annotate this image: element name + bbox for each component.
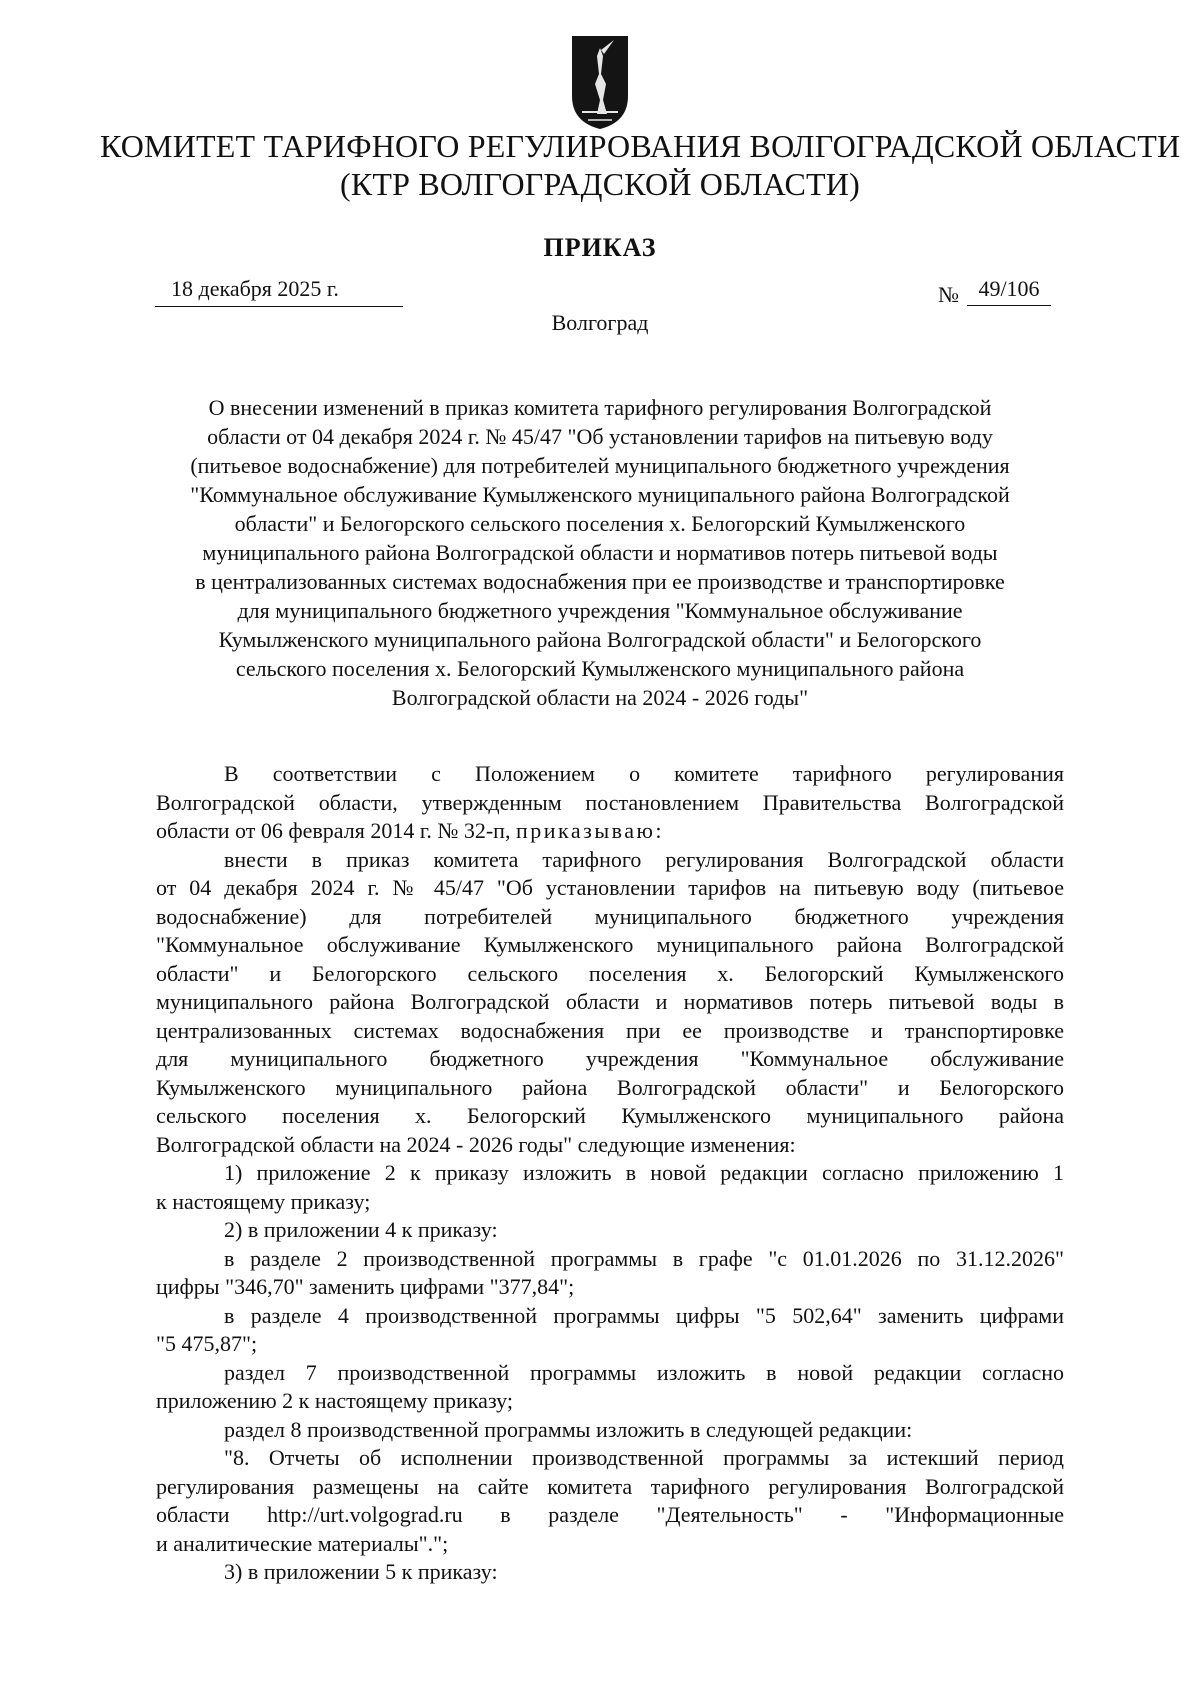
- clause-line: сельского поселения х. Белогорский Кумылженского муниципального района: [156, 1103, 1064, 1128]
- item-2-d: раздел 8 производственной программы изложить в следующей редакции:: [224, 1416, 913, 1442]
- preamble-line: [156, 817, 1064, 846]
- item-1: 1) приложение 2 к приказу изложить в новой редакции согласно приложению 1: [224, 1160, 1064, 1185]
- subject-line: в централизованных системах водоснабжения при ее производстве и транспортировке: [195, 569, 1005, 594]
- preamble-text: области от 06 февраля 2014 г. № 32-п,: [156, 818, 511, 843]
- document-type-title: ПРИКАЗ: [543, 233, 657, 262]
- item-2-a: в разделе 2 производственной программы в графе "с 01.01.2026 по 31.12.2026": [224, 1245, 1064, 1271]
- item-2-c-continuation: приложению 2 к настоящему приказу;: [156, 1388, 513, 1413]
- document-number: 49/106: [967, 272, 1051, 306]
- subject-line: (питьевое водоснабжение) для потребителей муниципального бюджетного учреждения: [190, 453, 1010, 478]
- clause-line: муниципального района Волгоградской области и нормативов потерь питьевой воды в: [156, 989, 1064, 1014]
- document-city: Волгоград: [551, 310, 649, 335]
- clause-line: "Коммунальное обслуживание Кумылженского муниципального района Волгоградской: [156, 932, 1064, 957]
- document-body: [156, 760, 1064, 1587]
- item-2-b-continuation: "5 475,87";: [156, 1331, 258, 1356]
- item-2-a-continuation: цифры "346,70" заменить цифрами "377,84";: [156, 1274, 575, 1299]
- document-subject: [150, 393, 1050, 712]
- clause-line: внести в приказ комитета тарифного регулирования Волгоградской области: [224, 846, 1064, 872]
- clause-line: централизованных системах водоснабжения при ее производстве и транспортировке: [156, 1017, 1064, 1043]
- subject-line: области" и Белогорского сельского поселения х. Белогорский Кумылженского: [234, 511, 966, 536]
- subject-line: для муниципального бюджетного учреждения "Коммунальное обслуживание: [237, 598, 963, 623]
- preamble-line: Волгоградской области, утвержденным постановлением Правительства Волгоградской: [156, 789, 1064, 815]
- quote-line: и аналитические материалы".";: [156, 1530, 449, 1556]
- subject-line: муниципального района Волгоградской области и нормативов потерь питьевой воды: [202, 540, 998, 565]
- clause-line: от 04 декабря 2024 г. № 45/47 "Об установлении тарифов на питьевую воду (питьевое: [156, 875, 1064, 900]
- order-verb: приказываю:: [515, 818, 665, 843]
- item-3: 3) в приложении 5 к приказу:: [224, 1559, 498, 1584]
- clause-line: для муниципального бюджетного учреждения "Коммунальное обслуживание: [156, 1046, 1064, 1071]
- subject-line: области от 04 декабря 2024 г. № 45/47 "Об установлении тарифов на питьевую воду: [207, 424, 993, 449]
- quote-line: области http://urt.volgograd.ru в разделе "Деятельность" - "Информационные: [156, 1502, 1064, 1527]
- subject-line: Волгоградской области на 2024 - 2026 годы": [391, 685, 809, 710]
- quote-line: "8. Отчеты об исполнении производственной программы за истекший период: [224, 1445, 1064, 1470]
- quote-line: регулирования размещены на сайте комитета тарифного регулирования Волгоградской: [156, 1473, 1064, 1499]
- item-2: 2) в приложении 4 к приказу:: [224, 1217, 498, 1242]
- item-1-continuation: к настоящему приказу;: [156, 1188, 371, 1214]
- item-2-b: в разделе 4 производственной программы цифры "5 502,64" заменить цифрами: [224, 1302, 1064, 1328]
- subject-line: Кумылженского муниципального района Волгоградской области" и Белогорского: [218, 627, 982, 652]
- organization-name: КОМИТЕТ ТАРИФНОГО РЕГУЛИРОВАНИЯ ВОЛГОГРАДСКОЙ ОБЛАСТИ: [100, 128, 1181, 164]
- clause-line: области" и Белогорского сельского поселения х. Белогорский Кумылженского: [156, 960, 1064, 986]
- clause-line: водоснабжение) для потребителей муниципального бюджетного учреждения: [156, 903, 1064, 929]
- subject-line: сельского поселения х. Белогорский Кумылженского муниципального района: [235, 656, 965, 681]
- document-date: 18 декабря 2025 г.: [155, 272, 403, 307]
- preamble-line: В соответствии с Положением о комитете тарифного регулирования: [224, 761, 1064, 786]
- coat-of-arms-icon: [570, 34, 630, 131]
- subject-line: О внесении изменений в приказ комитета тарифного регулирования Волгоградской: [208, 395, 992, 420]
- subject-line: "Коммунальное обслуживание Кумылженского муниципального района Волгоградской: [190, 482, 1010, 507]
- number-label: №: [938, 282, 959, 307]
- clause-line: Волгоградской области на 2024 - 2026 годы" следующие изменения:: [156, 1131, 796, 1157]
- item-2-c: раздел 7 производственной программы изложить в новой редакции согласно: [224, 1359, 1064, 1385]
- document-number-block: [938, 272, 1051, 306]
- clause-line: Кумылженского муниципального района Волгоградской области" и Белогорского: [156, 1074, 1064, 1100]
- organization-abbreviation: (КТР ВОЛГОГРАДСКОЙ ОБЛАСТИ): [340, 166, 860, 202]
